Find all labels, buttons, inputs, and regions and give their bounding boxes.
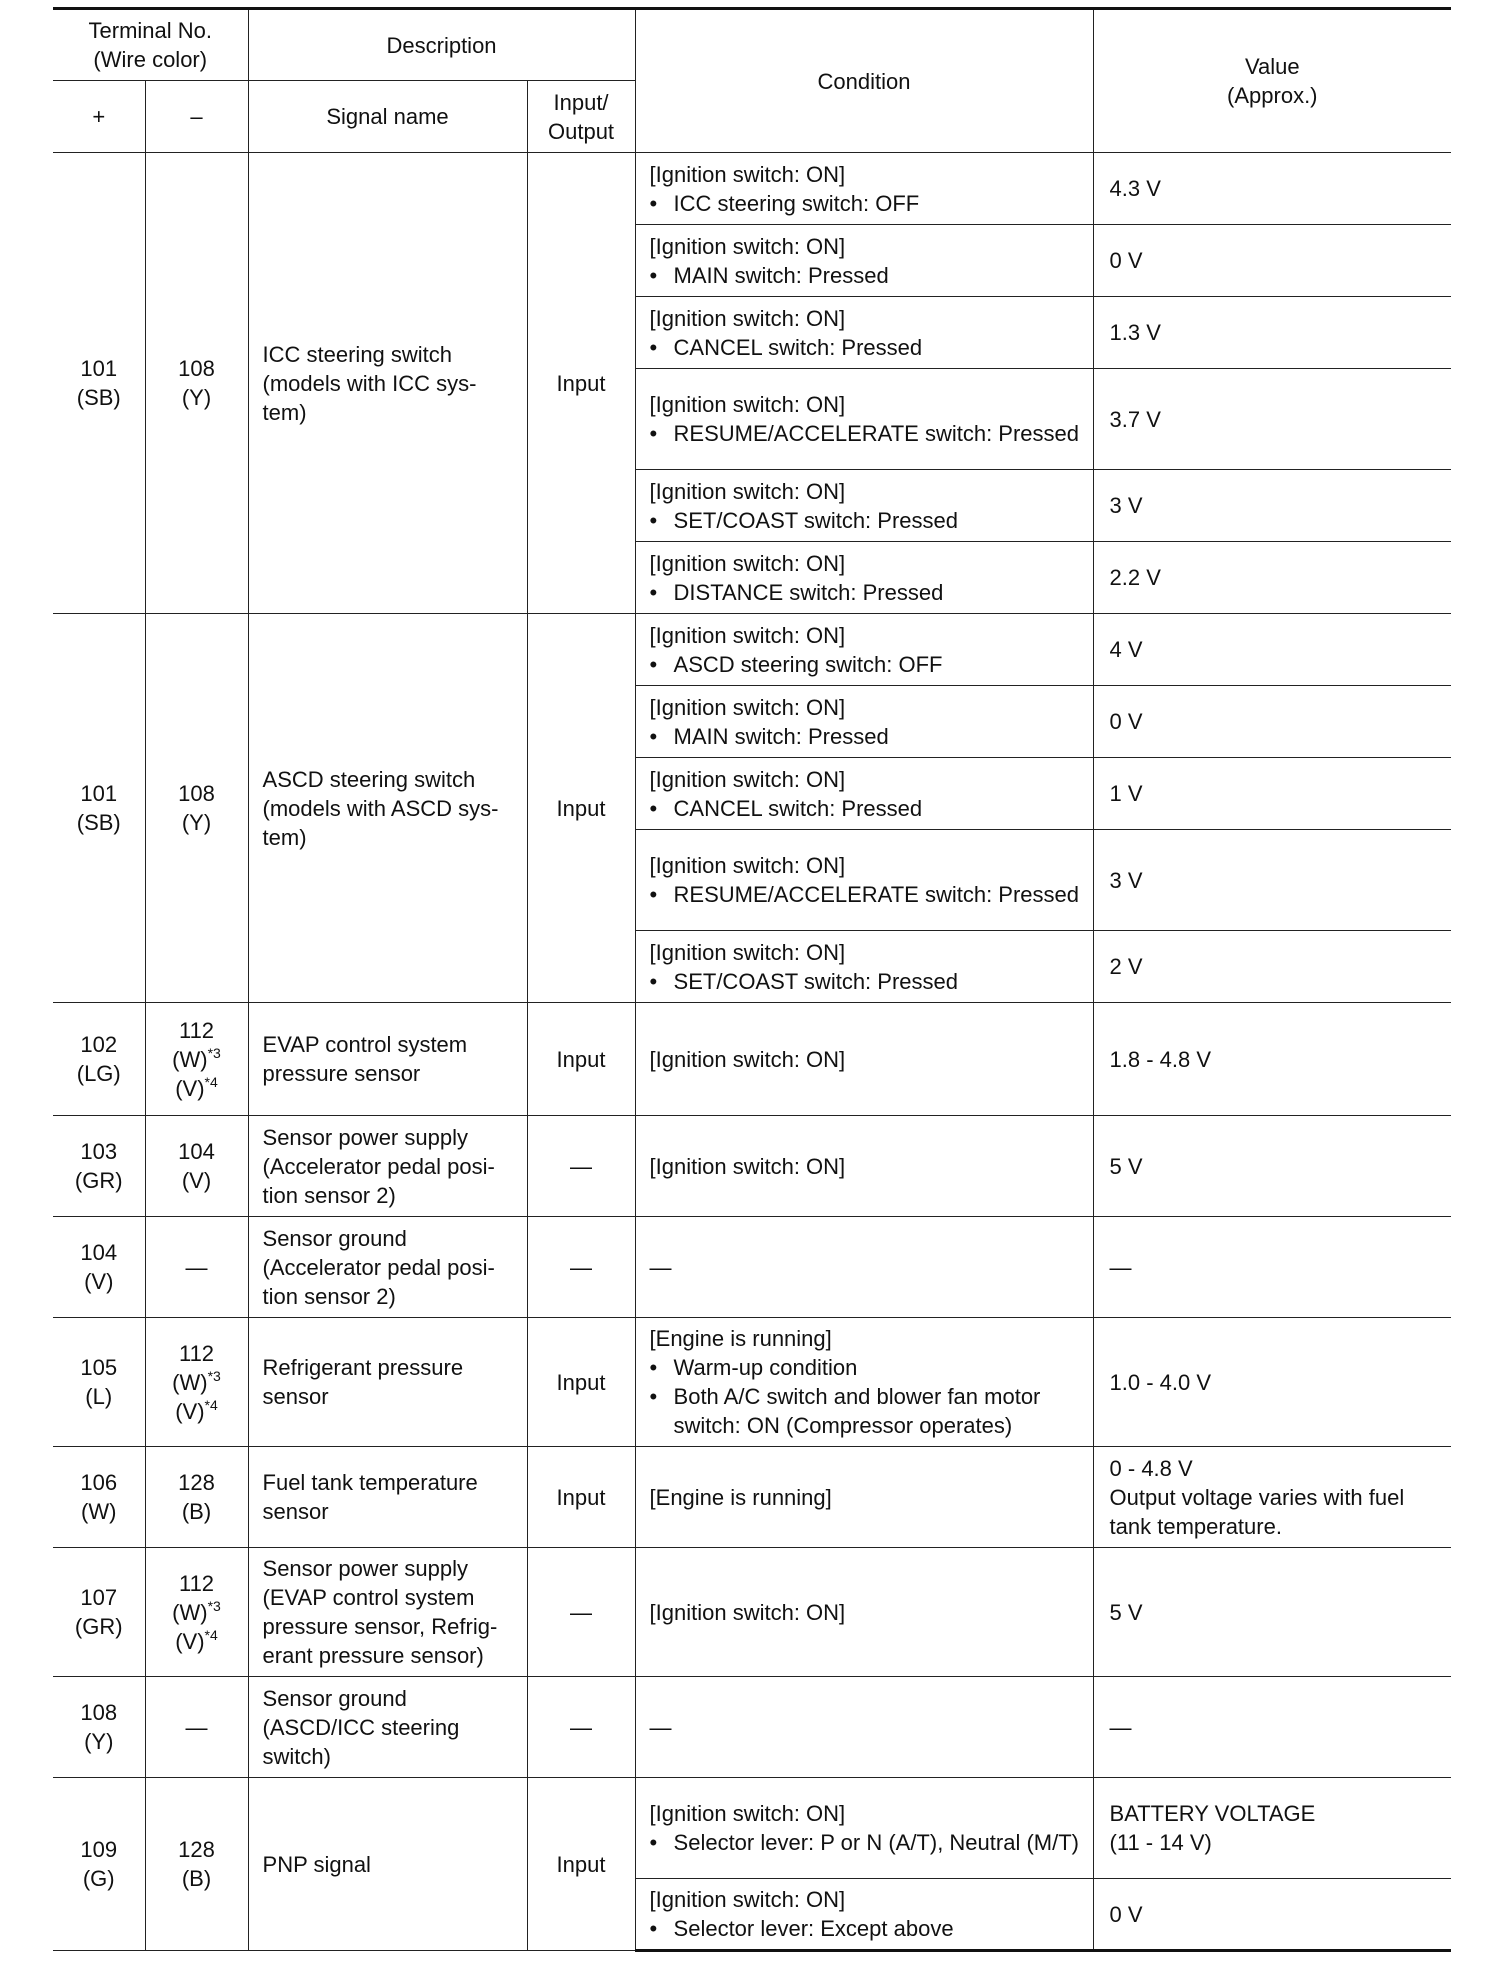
minus-terminal-cell: 108 (Y) [145, 614, 248, 1003]
condition-bullet: • Warm-up condition [650, 1353, 1085, 1382]
condition-cell: [Ignition switch: ON] [635, 1116, 1093, 1217]
table-row [53, 1778, 1451, 1879]
condition-cell: [Engine is running] [635, 1447, 1093, 1548]
value-cell: 0 - 4.8 V Output voltage varies with fuel tank temperature. [1093, 1447, 1451, 1548]
condition-header: Condition [635, 9, 1093, 153]
value-cell: 0 V [1093, 1879, 1451, 1951]
value-cell: 4.3 V [1093, 153, 1451, 225]
condition-bullet: • ICC steering switch: OFF [650, 189, 1085, 218]
condition-cell: [Ignition switch: ON] [635, 1548, 1093, 1677]
condition-bullet: • Selector lever: P or N (A/T), Neutral (M/T) [650, 1828, 1085, 1857]
value-cell: 1.0 - 4.0 V [1093, 1318, 1451, 1447]
condition-bullet: • Selector lever: Except above [650, 1914, 1085, 1943]
condition-bullet: • DISTANCE switch: Pressed [650, 578, 1085, 607]
value-cell: 2.2 V [1093, 542, 1451, 614]
condition-bullet: • RESUME/ACCELERATE switch: Pressed [650, 880, 1085, 909]
table-row [53, 1217, 1451, 1318]
value-cell: 5 V [1093, 1548, 1451, 1677]
footnote-mark: *4 [204, 1073, 218, 1090]
table-row [53, 1677, 1451, 1778]
minus-terminal-cell: 104 (V) [145, 1116, 248, 1217]
condition-bullet: • MAIN switch: Pressed [650, 722, 1085, 751]
condition-cell: [Ignition switch: ON] • RESUME/ACCELERATE switch: Pressed [635, 830, 1093, 931]
input-output-cell: Input [527, 614, 635, 1003]
value-cell: 0 V [1093, 686, 1451, 758]
condition-cell: [Ignition switch: ON] • SET/COAST switch: Pressed [635, 470, 1093, 542]
signal-name-cell: Sensor ground (ASCD/ICC steering switch) [248, 1677, 527, 1778]
plus-terminal-cell: 107 (GR) [53, 1548, 145, 1677]
condition-bullet: • SET/COAST switch: Pressed [650, 506, 1085, 535]
signal-name-cell: ASCD steering switch (models with ASCD sys- tem) [248, 614, 527, 1003]
minus-terminal-cell: 112 $(W)^{*3}$ $(V)^{*4}$ [145, 1548, 248, 1677]
footnote-mark: *3 [207, 1044, 221, 1061]
minus-terminal-cell: 112 $(W)^{*3}$ $(V)^{*4}$ [145, 1003, 248, 1116]
table-row [53, 1003, 1451, 1116]
condition-cell: [Ignition switch: ON] • RESUME/ACCELERATE switch: Pressed [635, 369, 1093, 470]
footnote-mark: *4 [204, 1626, 218, 1643]
condition-cell: [Ignition switch: ON] • SET/COAST switch: Pressed [635, 931, 1093, 1003]
condition-cell: [Ignition switch: ON] • CANCEL switch: Pressed [635, 297, 1093, 369]
plus-terminal-cell: 109 (G) [53, 1778, 145, 1951]
plus-terminal-cell: 101 (SB) [53, 614, 145, 1003]
table-row [53, 1318, 1451, 1447]
condition-bullet: • CANCEL switch: Pressed [650, 794, 1085, 823]
input-output-header: Input/ Output [527, 81, 635, 153]
value-cell: — [1093, 1217, 1451, 1318]
plus-terminal-cell: 105 (L) [53, 1318, 145, 1447]
minus-terminal-cell: 128 (B) [145, 1447, 248, 1548]
terminal-table [53, 7, 1451, 1952]
table-row [53, 1447, 1451, 1548]
condition-bullet: • MAIN switch: Pressed [650, 261, 1085, 290]
input-output-cell: Input [527, 1447, 635, 1548]
value-cell: 3.7 V [1093, 369, 1451, 470]
terminal-header: Terminal No. (Wire color) [53, 9, 248, 81]
plus-terminal-cell: 101 (SB) [53, 153, 145, 614]
value-cell: 0 V [1093, 225, 1451, 297]
table-row [53, 153, 1451, 225]
input-output-cell: Input [527, 1318, 635, 1447]
value-cell: 2 V [1093, 931, 1451, 1003]
condition-cell: [Ignition switch: ON] • Selector lever: Except above [635, 1879, 1093, 1951]
value-cell: 1.3 V [1093, 297, 1451, 369]
footnote-mark: *3 [207, 1597, 221, 1614]
condition-cell: [Ignition switch: ON] • MAIN switch: Pressed [635, 225, 1093, 297]
condition-cell: [Ignition switch: ON] • MAIN switch: Pressed [635, 686, 1093, 758]
footnote-mark: *4 [204, 1396, 218, 1413]
signal-name-cell: EVAP control system pressure sensor [248, 1003, 527, 1116]
condition-cell: [Ignition switch: ON] • Selector lever: P or N (A/T), Neutral (M/T) [635, 1778, 1093, 1879]
condition-cell: [Ignition switch: ON] [635, 1003, 1093, 1116]
minus-terminal-cell: — [145, 1217, 248, 1318]
condition-cell: [Ignition switch: ON] • DISTANCE switch: Pressed [635, 542, 1093, 614]
value-cell: 3 V [1093, 830, 1451, 931]
minus-terminal-cell: 112 $(W)^{*3}$ $(V)^{*4}$ [145, 1318, 248, 1447]
plus-terminal-cell: 104 (V) [53, 1217, 145, 1318]
value-cell: 1.8 - 4.8 V [1093, 1003, 1451, 1116]
plus-terminal-cell: 103 (GR) [53, 1116, 145, 1217]
condition-bullet: • SET/COAST switch: Pressed [650, 967, 1085, 996]
plus-terminal-cell: 108 (Y) [53, 1677, 145, 1778]
signal-name-cell: Sensor ground (Accelerator pedal posi- tion sensor 2) [248, 1217, 527, 1318]
minus-terminal-cell: 128 (B) [145, 1778, 248, 1951]
value-cell: 1 V [1093, 758, 1451, 830]
value-cell: 3 V [1093, 470, 1451, 542]
condition-bullet: • CANCEL switch: Pressed [650, 333, 1085, 362]
condition-cell: — [635, 1677, 1093, 1778]
signal-name-header: Signal name [248, 81, 527, 153]
value-cell: — [1093, 1677, 1451, 1778]
signal-name-cell: Sensor power supply (EVAP control system pressure sensor, Refrig- erant pressure sensor) [248, 1548, 527, 1677]
input-output-cell: Input [527, 153, 635, 614]
minus-terminal-cell: 108 (Y) [145, 153, 248, 614]
condition-cell: [Ignition switch: ON] • ASCD steering switch: OFF [635, 614, 1093, 686]
condition-bullet: • Both A/C switch and blower fan motor switch: ON (Compressor operates) [650, 1382, 1085, 1440]
condition-cell: — [635, 1217, 1093, 1318]
plus-terminal-cell: 102 (LG) [53, 1003, 145, 1116]
condition-cell: [Ignition switch: ON] • ICC steering switch: OFF [635, 153, 1093, 225]
input-output-cell: — [527, 1677, 635, 1778]
terminal-table-sheet [53, 7, 1451, 1952]
value-cell: BATTERY VOLTAGE (11 - 14 V) [1093, 1778, 1451, 1879]
minus-header: – [145, 81, 248, 153]
value-cell: 5 V [1093, 1116, 1451, 1217]
value-cell: 4 V [1093, 614, 1451, 686]
input-output-cell: — [527, 1548, 635, 1677]
input-output-cell: — [527, 1116, 635, 1217]
plus-header: + [53, 81, 145, 153]
plus-terminal-cell: 106 (W) [53, 1447, 145, 1548]
signal-name-cell: Fuel tank temperature sensor [248, 1447, 527, 1548]
input-output-cell: Input [527, 1778, 635, 1951]
signal-name-cell: PNP signal [248, 1778, 527, 1951]
input-output-cell: — [527, 1217, 635, 1318]
input-output-cell: Input [527, 1003, 635, 1116]
description-header: Description [248, 9, 635, 81]
table-row [53, 614, 1451, 686]
table-row [53, 1548, 1451, 1677]
condition-cell: [Ignition switch: ON] • CANCEL switch: Pressed [635, 758, 1093, 830]
value-header: Value (Approx.) [1093, 9, 1451, 153]
footnote-mark: *3 [207, 1367, 221, 1384]
signal-name-cell: Refrigerant pressure sensor [248, 1318, 527, 1447]
signal-name-cell: ICC steering switch (models with ICC sys- tem) [248, 153, 527, 614]
condition-bullet: • RESUME/ACCELERATE switch: Pressed [650, 419, 1085, 448]
condition-bullet: • ASCD steering switch: OFF [650, 650, 1085, 679]
table-row [53, 1116, 1451, 1217]
signal-name-cell: Sensor power supply (Accelerator pedal posi- tion sensor 2) [248, 1116, 527, 1217]
minus-terminal-cell: — [145, 1677, 248, 1778]
condition-cell: [Engine is running] • Warm-up condition • Both A/C switch and blower fan motor switch: ON (Compressor operates) [635, 1318, 1093, 1447]
